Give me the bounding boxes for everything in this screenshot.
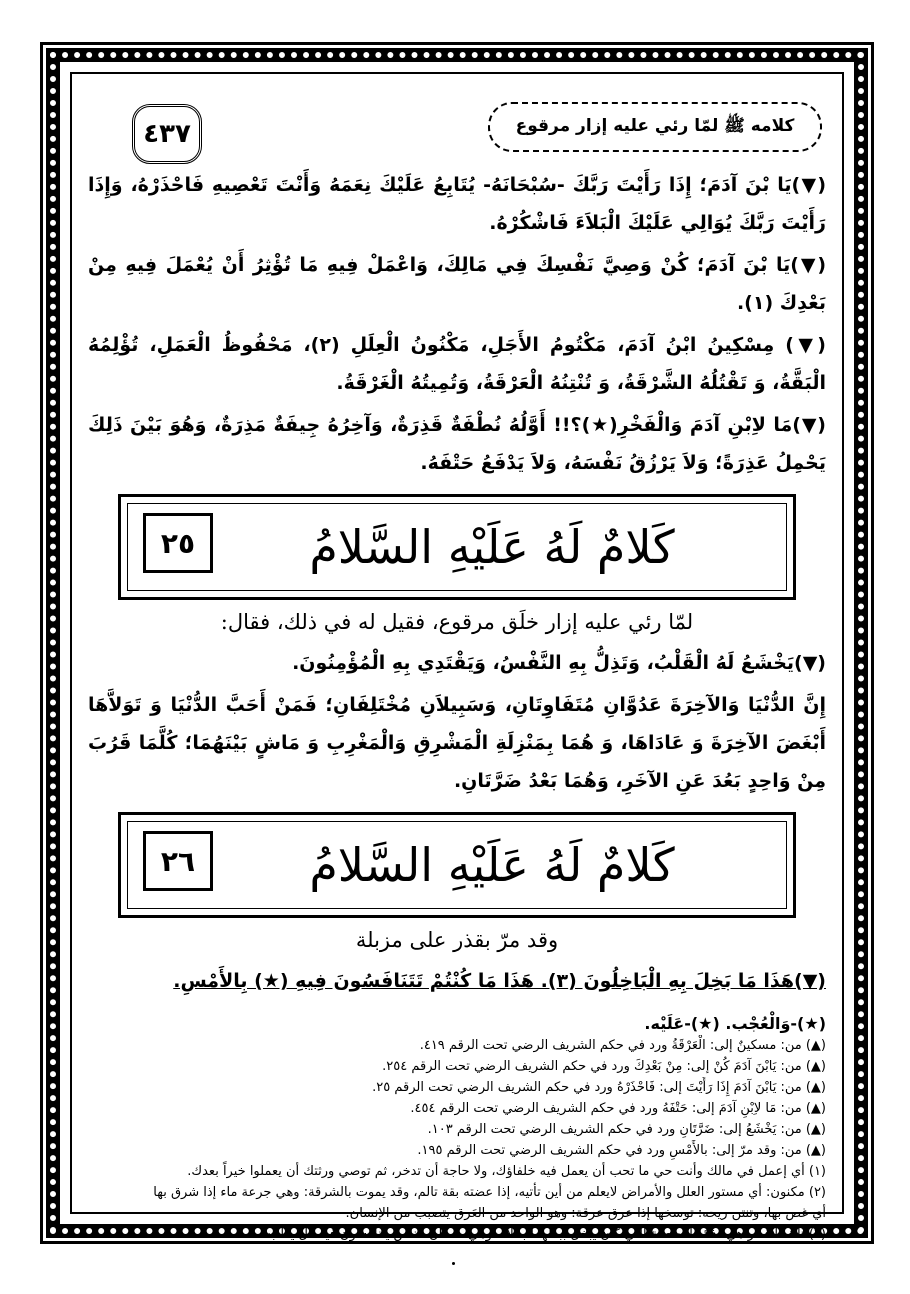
section-number: ٢٥ (143, 513, 213, 573)
section-heading: كَلامٌ لَهُ عَلَيْهِ السَّلامُ (309, 838, 675, 892)
saying-paragraph: إِنَّ الدُّنْيَا وَالآخِرَةَ عَدُوَّانِ مُتَفَاوِتَانِ، وَسَبِيلاَنِ مُخْتَلِفَانِ؛ فَمَنْ أَحَبَّ الدُّنْيَا وَ تَوَلاَّهَا أَبْغَضَ الآخِرَةَ وَ عَادَاهَا، وَ هُمَا بِمَنْزِلَةِ الْمَشْرِقِ وَالْمَغْرِبِ وَ مَاشٍ بَيْنَهُمَا؛ كُلَّمَا قَرُبَ مِنْ وَاحِدٍ بَعُدَ عَنِ الآخَرِ، وَهُمَا بَعْدُ ضَرَّتَانِ. (88, 694, 826, 792)
saying-paragraph: (▼)يَا بْنَ آدَمَ؛ كُنْ وَصِيَّ نَفْسِكَ فِي مَالِكَ، وَاعْمَلْ فِيهِ مَا تُؤْثِرُ أَنْ يُعْمَلَ فِيهِ مِنْ بَعْدِكَ (١). (88, 254, 826, 314)
footnotes (88, 1035, 826, 1245)
section-intro: وقد مرّ بقذر على مزبلة (355, 928, 559, 952)
footnote-line: (▲) من: يَابْنَ آدَمَ كُنْ إلى: مِنْ بَعْدِكَ ورد في حكم الشريف الرضي تحت الرقم ٢٥٤. (382, 1059, 826, 1074)
page-number: ٤٣٧ (132, 104, 202, 164)
section-number: ٢٦ (143, 831, 213, 891)
section-intro: لمّا رئي عليه إزار خلَق مرقوع، فقيل له في ذلك، فقال: (220, 610, 694, 634)
footnote-line: (▲) من: مَا لاِبْنِ آدَمَ إلى: حَتْفَهُ ورد في حكم الشريف الرضي تحت الرقم ٤٥٤. (410, 1101, 826, 1116)
footnote-line: (▲) من: يَابْنَ آدَمَ إِذَا رَأَيْتَ إلى: فَاحْذَرْهُ ورد في حكم الشريف الرضي تحت الرقم ٢٥. (372, 1080, 826, 1095)
page-content (88, 96, 826, 1242)
section-banner-26 (118, 812, 796, 918)
saying-paragraph: (▼)مَا لاِبْنِ آدَمَ وَالْفَخْرِ(★)؟!! أَوَّلُهُ نُطْفَةٌ قَذِرَةٌ، وَآخِرُهُ جِيفَةٌ مَذِرَةٌ، وَهُوَ بَيْنَ ذَلِكَ يَحْمِلُ عَذِرَةً؛ وَلاَ يَرْزُقُ نَفْسَهُ، وَلاَ يَدْفَعُ حَتْفَهُ. (88, 414, 826, 474)
saying-paragraph: (▼) مِسْكِينُ ابْنُ آدَمَ، مَكْتُومُ الأَجَلِ، مَكْنُونُ الْعِلَلِ (٢)، مَحْفُوظُ الْعَمَلِ، تُؤْلِمُهُ الْبَقَّةُ، وَ تَقْتُلُهُ الشَّرْقَةُ، وَ تُنْتِنُهُ الْعَرْقَةُ، وَتُمِيتُهُ الْغَرْقَةُ. (88, 334, 826, 394)
saying-paragraph: (▼)هَذَا مَا بَخِلَ بِهِ الْبَاخِلُونَ (٣). هَذَا مَا كُنْتُمْ تَتَنَافَسُونَ فِيهِ (★) بِالأَمْسِ. (173, 970, 826, 992)
running-title: كلامه ﷺ لمّا رئي عليه إزار مرقوع (488, 102, 822, 152)
footnote-line: (٢) مكنون: أي مستور العلل والأمراض لايعلم من أين تأتيه، إذا عضته بقة تالم، وقد يموت بالشرقة: وهي جرعة ماء إذا شرق بها (153, 1185, 826, 1200)
footnote-marks: (★)-وَالْعُجْب. (★)-عَلَيْه. (644, 1014, 826, 1033)
saying-paragraph: (▼)يَا بْنَ آدَمَ؛ إِذَا رَأَيْتَ رَبَّكَ -سُبْحَانَهُ- يُتَابِعُ عَلَيْكَ نِعَمَهُ وَأَنْتَ تَعْصِيهِ فَاحْذَرْهُ، وَإِذَا رَأَيْتَ رَبَّكَ يُوَالِي عَلَيْكَ الْبَلاَءَ فَاشْكُرْهُ. (88, 174, 826, 234)
section-heading: كَلامٌ لَهُ عَلَيْهِ السَّلامُ (309, 520, 675, 574)
page-header (88, 96, 826, 166)
footnote-line: (▲) من: يَخْشَعُ إلى: ضَرَّتَانِ ورد في حكم الشريف الرضي تحت الرقم ١٠٣. (427, 1122, 826, 1137)
saying-paragraph: (▼)يَخْشَعُ لَهُ الْقَلْبُ، وَتَذِلُّ بِهِ النَّفْسُ، وَيَقْتَدِي بِهِ الْمُؤْمِنُونَ. (292, 652, 826, 674)
page-dot (452, 1262, 455, 1265)
footnote-line: (٣) تلك الأقذار هي لذائذ الأطعمة التي كان يبخل ببذلها البخلاء، وهي ما كان الناس يتنافسون فيه كل يطلبه. (260, 1227, 826, 1242)
footnote-line: (▲) من: مسكينٌ إلى: الْعَرْقَةُ ورد في حكم الشريف الرضي تحت الرقم ٤١٩. (419, 1038, 826, 1053)
footnote-line: أي غص بها، وتنتن ريحه: توسخها إذا عرق عرقة: وهو الواحد من العَرق يتصبب من الإنسان. (345, 1206, 826, 1221)
footnote-line: (▲) من: وقد مرّ إلى: بالأَمْسِ ورد في حكم الشريف الرضي تحت الرقم ١٩٥. (417, 1143, 826, 1158)
footnote-line: (١) أي إعمل في مالك وأنت حي ما تحب أن يعمل فيه خلفاؤك، ولا حاجة أن تدخر، ثم توصي ورثتك أن يعملوا خيراً بعدك. (187, 1164, 826, 1179)
section-banner-25 (118, 494, 796, 600)
